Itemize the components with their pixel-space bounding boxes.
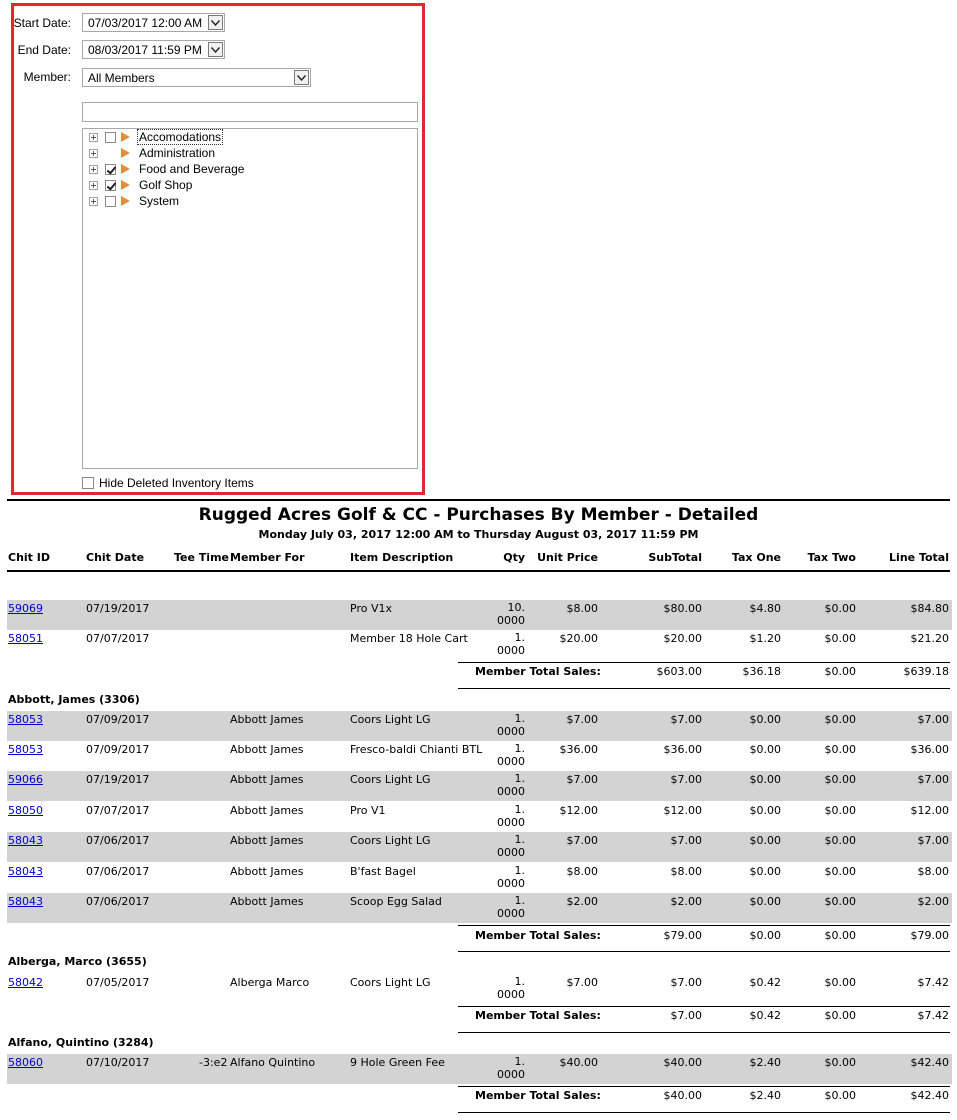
qty-line: 1.: [514, 803, 525, 816]
total-tax2: $0.00: [824, 665, 856, 678]
end-date-picker[interactable]: [82, 40, 225, 59]
cell-qty: [480, 742, 525, 768]
tree-checkbox[interactable]: [105, 196, 116, 207]
col-header: Line Total: [889, 551, 949, 564]
cell-unit: $7.00: [566, 773, 598, 786]
expand-icon[interactable]: [89, 197, 98, 206]
qty-line: 0000: [497, 725, 525, 738]
total-sub: $7.00: [670, 1009, 702, 1022]
total-tax2: $0.00: [824, 1009, 856, 1022]
cell-tax1: $0.00: [749, 743, 781, 756]
cell-total: $21.20: [910, 632, 949, 645]
qty-line: 0000: [497, 877, 525, 890]
total-sub: $79.00: [663, 929, 702, 942]
qty-line: 1.: [514, 864, 525, 877]
cell-member: Abbott James: [230, 895, 304, 908]
cell-item: Coors Light LG: [350, 834, 431, 847]
cell-qty: [480, 1055, 525, 1081]
chit-id-link[interactable]: 58043: [8, 834, 43, 847]
cell-sub: $7.00: [670, 713, 702, 726]
qty-line: 0000: [497, 755, 525, 768]
cell-tax2: $0.00: [824, 773, 856, 786]
chevron-down-icon[interactable]: [208, 15, 223, 30]
total-rule-top: [458, 1086, 950, 1087]
cell-date: 07/06/2017: [86, 834, 150, 847]
cell-tax2: $0.00: [824, 632, 856, 645]
cell-item: Member 18 Hole Cart: [350, 632, 468, 645]
qty-line: 1.: [514, 631, 525, 644]
cell-date: 07/06/2017: [86, 865, 150, 878]
start-date-value: 07/03/2017 12:00 AM: [88, 16, 203, 30]
cell-member: Alberga Marco: [230, 976, 310, 989]
cell-total: $42.40: [910, 1056, 949, 1069]
chit-id-link[interactable]: 58050: [8, 804, 43, 817]
cell-item: Coors Light LG: [350, 773, 431, 786]
tree-node-accomodations[interactable]: [83, 130, 413, 146]
chit-id-link[interactable]: 58043: [8, 895, 43, 908]
hide-deleted-option[interactable]: [82, 476, 282, 490]
chit-id-link[interactable]: 58051: [8, 632, 43, 645]
tree-node-label: Accomodations: [139, 130, 222, 144]
cell-date: 07/09/2017: [86, 713, 150, 726]
tree-node-system[interactable]: [83, 194, 413, 210]
col-header: Chit Date: [86, 551, 145, 564]
search-input[interactable]: [82, 102, 418, 122]
chit-id-link[interactable]: 58053: [8, 713, 43, 726]
cell-date: 07/09/2017: [86, 743, 150, 756]
tree-checkbox[interactable]: [105, 132, 116, 143]
chevron-down-icon[interactable]: [208, 42, 223, 57]
category-arrow-icon: [121, 132, 130, 142]
cell-member: Abbott James: [230, 865, 304, 878]
qty-line: 0000: [497, 816, 525, 829]
member-group-name: Alberga, Marco (3655): [8, 955, 147, 968]
col-header: SubTotal: [648, 551, 702, 564]
cell-tax2: $0.00: [824, 1056, 856, 1069]
member-group-name: Alfano, Quintino (3284): [8, 1036, 154, 1049]
qty-line: 1.: [514, 894, 525, 907]
inventory-tree[interactable]: [82, 128, 418, 469]
cell-date: 07/19/2017: [86, 602, 150, 615]
member-total-label: Member Total Sales:: [475, 929, 601, 942]
cell-item: Coors Light LG: [350, 976, 431, 989]
expand-icon[interactable]: [89, 133, 98, 142]
cell-date: 07/19/2017: [86, 773, 150, 786]
cell-sub: $8.00: [670, 865, 702, 878]
col-header: Item Description: [350, 551, 454, 564]
cell-tax1: $0.00: [749, 895, 781, 908]
total-tax2: $0.00: [824, 929, 856, 942]
hide-deleted-label: Hide Deleted Inventory Items: [99, 476, 254, 490]
total-tax1: $36.18: [742, 665, 781, 678]
total-rule-bottom: [458, 951, 950, 952]
tree-node-golf-shop[interactable]: [83, 178, 413, 194]
cell-tax2: $0.00: [824, 895, 856, 908]
cell-tee: -3:e2: [199, 1056, 228, 1069]
cell-total: $7.00: [917, 713, 949, 726]
col-header: Tee Time: [174, 551, 229, 564]
cell-item: Pro V1x: [350, 602, 392, 615]
cell-qty: [480, 864, 525, 890]
cell-date: 07/06/2017: [86, 895, 150, 908]
end-date-value: 08/03/2017 11:59 PM: [88, 43, 202, 57]
col-header: Tax One: [731, 551, 781, 564]
cell-sub: $7.00: [670, 834, 702, 847]
cell-tax2: $0.00: [824, 602, 856, 615]
cell-sub: $80.00: [663, 602, 702, 615]
cell-total: $8.00: [917, 865, 949, 878]
total-tax1: $2.40: [749, 1089, 781, 1102]
chevron-down-icon[interactable]: [294, 70, 309, 85]
cell-qty: [480, 833, 525, 859]
cell-member: Abbott James: [230, 713, 304, 726]
total-rule-bottom: [458, 688, 950, 689]
expand-icon[interactable]: [89, 181, 98, 190]
total-sub: $40.00: [663, 1089, 702, 1102]
cell-tax2: $0.00: [824, 976, 856, 989]
cell-qty: [480, 803, 525, 829]
chit-id-link[interactable]: 58043: [8, 865, 43, 878]
chit-id-link[interactable]: 59069: [8, 602, 43, 615]
cell-unit: $12.00: [559, 804, 598, 817]
cell-tax2: $0.00: [824, 865, 856, 878]
total-rule-bottom: [458, 1032, 950, 1033]
report-header-row: [0, 551, 957, 565]
cell-sub: $40.00: [663, 1056, 702, 1069]
member-group-name: Abbott, James (3306): [8, 693, 140, 706]
member-value: All Members: [88, 71, 155, 85]
cell-member: Abbott James: [230, 743, 304, 756]
category-arrow-icon: [121, 148, 130, 158]
tree-node-label: Golf Shop: [139, 178, 193, 192]
qty-line: 1.: [514, 742, 525, 755]
expand-icon[interactable]: [89, 149, 98, 158]
cell-unit: $7.00: [566, 976, 598, 989]
chit-id-link[interactable]: 58042: [8, 976, 43, 989]
chit-id-link[interactable]: 59066: [8, 773, 43, 786]
col-header: Qty: [503, 551, 525, 564]
cell-tax1: $4.80: [749, 602, 781, 615]
cell-tax1: $0.00: [749, 773, 781, 786]
cell-unit: $8.00: [566, 602, 598, 615]
cell-tax1: $0.00: [749, 804, 781, 817]
report-subtitle: Monday July 03, 2017 12:00 AM to Thursday August 03, 2017 11:59 PM: [258, 528, 699, 541]
qty-line: 0000: [497, 907, 525, 920]
category-arrow-icon: [121, 164, 130, 174]
cell-unit: $8.00: [566, 865, 598, 878]
cell-item: Pro V1: [350, 804, 386, 817]
header-rule: [7, 570, 950, 572]
category-arrow-icon: [121, 196, 130, 206]
cell-tax2: $0.00: [824, 804, 856, 817]
col-header: Unit Price: [537, 551, 598, 564]
chit-id-link[interactable]: 58060: [8, 1056, 43, 1069]
cell-date: 07/10/2017: [86, 1056, 150, 1069]
cell-item: 9 Hole Green Fee: [350, 1056, 445, 1069]
total-tax1: $0.00: [749, 929, 781, 942]
cell-tax1: $0.00: [749, 713, 781, 726]
cell-member: Abbott James: [230, 834, 304, 847]
col-header: Member For: [230, 551, 305, 564]
cell-sub: $20.00: [663, 632, 702, 645]
cell-tax2: $0.00: [824, 713, 856, 726]
tree-checkbox[interactable]: [105, 164, 116, 175]
cell-qty: [480, 601, 525, 627]
start-date-label: Start Date:: [13, 16, 71, 30]
cell-tax1: $0.42: [749, 976, 781, 989]
tree-node-label: System: [139, 194, 180, 208]
cell-sub: $7.00: [670, 976, 702, 989]
end-date-label: End Date:: [17, 43, 71, 57]
tree-node-label: Administration: [139, 146, 216, 160]
cell-unit: $7.00: [566, 834, 598, 847]
total-total: $42.40: [910, 1089, 949, 1102]
cell-unit: $20.00: [559, 632, 598, 645]
cell-qty: [480, 975, 525, 1001]
total-rule-top: [458, 662, 950, 663]
qty-line: 1.: [514, 833, 525, 846]
qty-line: 1.: [514, 772, 525, 785]
cell-qty: [480, 772, 525, 798]
total-rule-top: [458, 1006, 950, 1007]
qty-line: 10.: [507, 601, 525, 614]
total-total: $79.00: [910, 929, 949, 942]
cell-item: Fresco-baldi Chianti BTL: [350, 743, 483, 756]
cell-total: $7.42: [917, 976, 949, 989]
cell-tax1: $0.00: [749, 834, 781, 847]
report-title: Rugged Acres Golf & CC - Purchases By Member - Detailed: [198, 505, 759, 525]
report-top-rule: [7, 499, 950, 501]
qty-line: 0000: [497, 614, 525, 627]
cell-item: Scoop Egg Salad: [350, 895, 442, 908]
qty-line: 0000: [497, 846, 525, 859]
col-header: Chit ID: [8, 551, 50, 564]
cell-tax1: $0.00: [749, 865, 781, 878]
cell-tax1: $1.20: [749, 632, 781, 645]
total-sub: $603.00: [656, 665, 702, 678]
qty-line: 0000: [497, 785, 525, 798]
cell-total: $12.00: [910, 804, 949, 817]
category-arrow-icon: [121, 180, 130, 190]
member-select[interactable]: [82, 68, 311, 87]
cell-item: B'fast Bagel: [350, 865, 416, 878]
cell-date: 07/05/2017: [86, 976, 150, 989]
member-label: Member:: [23, 70, 71, 84]
cell-unit: $2.00: [566, 895, 598, 908]
cell-qty: [480, 894, 525, 920]
cell-sub: $36.00: [663, 743, 702, 756]
total-rule-top: [458, 925, 950, 926]
cell-tax2: $0.00: [824, 743, 856, 756]
cell-total: $7.00: [917, 834, 949, 847]
total-tax2: $0.00: [824, 1089, 856, 1102]
cell-member: Abbott James: [230, 804, 304, 817]
tree-node-food-and-beverage[interactable]: [83, 162, 413, 178]
qty-line: 0000: [497, 644, 525, 657]
member-total-label: Member Total Sales:: [475, 1089, 601, 1102]
qty-line: 0000: [497, 988, 525, 1001]
cell-tax2: $0.00: [824, 834, 856, 847]
cell-total: $36.00: [910, 743, 949, 756]
cell-member: Abbott James: [230, 773, 304, 786]
total-total: $7.42: [917, 1009, 949, 1022]
cell-date: 07/07/2017: [86, 804, 150, 817]
tree-node-label: Food and Beverage: [139, 162, 245, 176]
qty-line: 0000: [497, 1068, 525, 1081]
chit-id-link[interactable]: 58053: [8, 743, 43, 756]
cell-sub: $2.00: [670, 895, 702, 908]
qty-line: 1.: [514, 1055, 525, 1068]
total-rule-bottom: [458, 1112, 950, 1113]
total-total: $639.18: [903, 665, 949, 678]
member-total-label: Member Total Sales:: [475, 1009, 601, 1022]
cell-unit: $40.00: [559, 1056, 598, 1069]
member-total-label: Member Total Sales:: [475, 665, 601, 678]
cell-total: $2.00: [917, 895, 949, 908]
tree-checkbox[interactable]: [105, 180, 116, 191]
cell-unit: $7.00: [566, 713, 598, 726]
qty-line: 1.: [514, 975, 525, 988]
cell-item: Coors Light LG: [350, 713, 431, 726]
qty-line: 1.: [514, 712, 525, 725]
cell-total: $7.00: [917, 773, 949, 786]
col-header: Tax Two: [807, 551, 856, 564]
cell-date: 07/07/2017: [86, 632, 150, 645]
total-tax1: $0.42: [749, 1009, 781, 1022]
cell-sub: $7.00: [670, 773, 702, 786]
cell-qty: [480, 712, 525, 738]
expand-icon[interactable]: [89, 165, 98, 174]
hide-deleted-checkbox[interactable]: [82, 477, 94, 489]
tree-node-administration[interactable]: [83, 146, 413, 162]
cell-total: $84.80: [910, 602, 949, 615]
cell-unit: $36.00: [559, 743, 598, 756]
cell-member: Alfano Quintino: [230, 1056, 316, 1069]
cell-tax1: $2.40: [749, 1056, 781, 1069]
start-date-picker[interactable]: [82, 13, 225, 32]
cell-qty: [480, 631, 525, 657]
cell-sub: $12.00: [663, 804, 702, 817]
